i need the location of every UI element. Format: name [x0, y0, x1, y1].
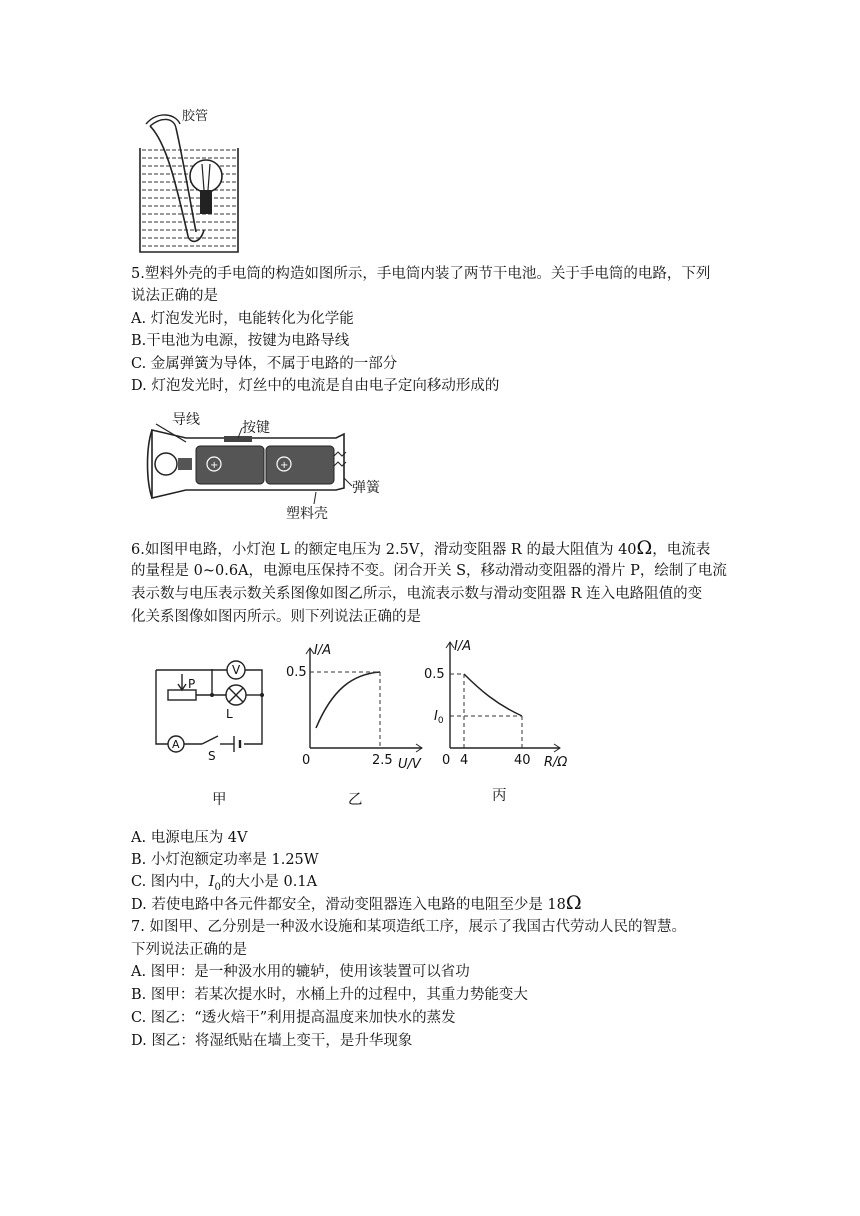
q6-stem-line2: 的量程是 0~0.6A，电源电压保持不变。闭合开关 S，移动滑动变阻器的滑片 P，绘制了电流 — [131, 563, 727, 579]
q7-stem-line2: 下列说法正确的是 — [131, 942, 247, 958]
q6-option-b: B. 小灯泡额定功率是 1.25W — [131, 852, 319, 868]
label-v: V — [232, 663, 241, 677]
yi-x-tick-25: 2.5 — [372, 753, 393, 768]
flashlight-figure — [146, 408, 396, 526]
q5-option-a: A. 灯泡发光时，电能转化为化学能 — [131, 311, 354, 327]
yi-y-axis-label: I/A — [314, 643, 332, 658]
button-label: 按键 — [242, 420, 270, 436]
q7-option-b: B. 图甲：若某次提水时，水桶上升的过程中，其重力势能变大 — [131, 987, 528, 1003]
bing-y-tick-05: 0.5 — [424, 667, 445, 682]
label-s: S — [208, 749, 216, 763]
label-a: A — [172, 738, 180, 751]
bing-origin: 0 — [442, 753, 451, 768]
q6-option-c-pre: C. 图内中， — [131, 874, 209, 890]
yi-origin: 0 — [302, 753, 311, 768]
ohm-symbol: Ω — [636, 537, 653, 559]
q5-option-d: D. 灯泡发光时，灯丝中的电流是自由电子定向移动形成的 — [131, 378, 500, 394]
label-p: P — [188, 677, 196, 691]
q6-stem-line3: 表示数与电压表示数关系图像如图乙所示，电流表示数与滑动变阻器 R 连入电路阻值的变 — [131, 586, 703, 602]
i0-var: I — [208, 874, 215, 890]
yi-y-tick-05: 0.5 — [286, 665, 307, 680]
circuit-diagram-jia — [148, 652, 274, 764]
q5-option-c: C. 金属弹簧为导体，不属于电路的一部分 — [131, 356, 398, 372]
yi-x-axis-label: U/V — [398, 757, 421, 772]
q7-stem-line1: 7. 如图甲、乙分别是一种汲水设施和某项造纸工序，展示了我国古代劳动人民的智慧。 — [131, 919, 686, 935]
spring-label: 弹簧 — [352, 480, 380, 496]
hose-label: 胶管 — [182, 109, 209, 124]
i0-sub: 0 — [214, 881, 221, 893]
q6-stem-line1-end: ，电流表 — [652, 542, 711, 558]
bing-x-tick-4: 4 — [460, 753, 469, 768]
graph-bing — [420, 634, 580, 774]
bing-i0-label: $I_0$ — [434, 709, 444, 726]
q6-option-c-post: 的大小是 0.1A — [220, 874, 318, 890]
q5-stem-line2: 说法正确的是 — [131, 288, 218, 304]
q6-stem-line1-text: 6.如图甲电路，小灯泡 L 的额定电压为 2.5V，滑动变阻器 R 的最大阻值为 40 — [131, 542, 637, 558]
q7-option-c: C. 图乙：“透火焙干”利用提高温度来加快水的蒸发 — [131, 1010, 456, 1026]
q7-option-d: D. 图乙：将湿纸贴在墙上变干，是升华现象 — [131, 1033, 413, 1049]
graph-yi — [282, 640, 432, 774]
q7-option-a: A. 图甲：是一种汲水用的辘轳，使用该装置可以省功 — [131, 964, 470, 980]
wire-label: 导线 — [172, 412, 200, 428]
caption-yi: 乙 — [348, 792, 363, 808]
label-l: L — [226, 707, 233, 721]
ohm-symbol-d: Ω — [565, 892, 582, 914]
svg-text:+: + — [280, 460, 289, 471]
svg-text:+: + — [210, 460, 219, 471]
q5-option-b: B.干电池为电源，按键为电路导线 — [131, 333, 350, 349]
bing-x-axis-label: R/Ω — [544, 755, 568, 770]
bing-y-axis-label: I/A — [454, 639, 472, 654]
bing-x-tick-40: 40 — [514, 753, 531, 768]
q6-option-d — [131, 893, 582, 915]
q6-option-a: A. 电源电压为 4V — [131, 830, 248, 846]
q6-stem-line1 — [131, 538, 710, 560]
q5-stem-line1: 5.塑料外壳的手电筒的构造如图所示，手电筒内装了两节干电池。关于手电筒的电路，下列 — [131, 266, 711, 282]
q6-option-d-text: D. 若使电路中各元件都安全，滑动变阻器连入电路的电阻至少是 18 — [131, 897, 566, 913]
caption-bing: 丙 — [492, 788, 507, 804]
caption-jia: 甲 — [212, 792, 227, 808]
q6-stem-line4: 化关系图像如图丙所示。则下列说法正确的是 — [131, 609, 421, 625]
shell-label: 塑料壳 — [286, 506, 328, 522]
hose-bulb-figure — [138, 104, 248, 256]
